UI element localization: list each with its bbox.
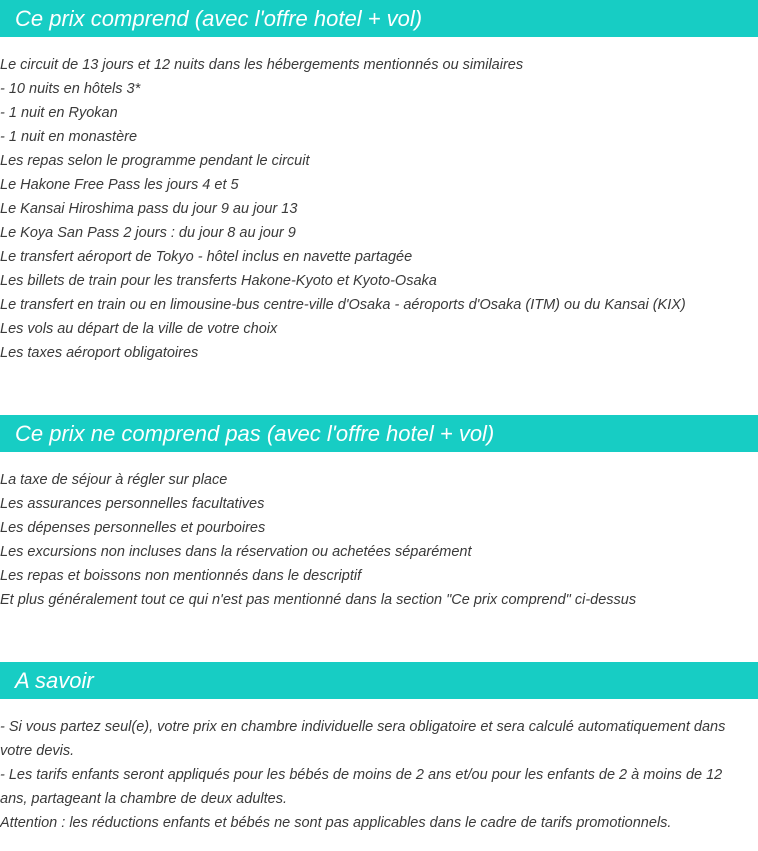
included-item: - 1 nuit en Ryokan [0, 105, 118, 121]
included-item: Le circuit de 13 jours et 12 nuits dans les hébergements mentionnés ou similaires [0, 57, 524, 73]
good-to-know-title: A savoir [0, 662, 758, 699]
good-to-know-section [0, 662, 758, 835]
included-item: Les vols au départ de la ville de votre choix [0, 321, 278, 337]
included-item: Le transfert aéroport de Tokyo - hôtel inclus en navette partagée [0, 249, 413, 265]
included-item: Le Koya San Pass 2 jours : du jour 8 au jour 9 [0, 225, 296, 241]
excluded-item: Les excursions non incluses dans la réservation ou achetées séparément [0, 544, 472, 560]
good-to-know-item: - Les tarifs enfants seront appliqués pour les bébés de moins de 2 ans et/ou pour les enfants de 2 à moins de 12 ans, partageant la chambre de deux adultes. [0, 767, 723, 807]
included-section [0, 0, 758, 365]
excluded-item: La taxe de séjour à régler sur place [0, 472, 228, 488]
included-item: Le Hakone Free Pass les jours 4 et 5 [0, 177, 239, 193]
included-title: Ce prix comprend (avec l'offre hotel + vol) [0, 0, 758, 37]
good-to-know-item: - Si vous partez seul(e), votre prix en chambre individuelle sera obligatoire et sera calculé automatiquement dans votre devis. [0, 719, 726, 759]
excluded-section [0, 415, 758, 612]
excluded-title: Ce prix ne comprend pas (avec l'offre hotel + vol) [0, 415, 758, 452]
good-to-know-list [0, 715, 758, 835]
included-item: - 10 nuits en hôtels 3* [0, 81, 141, 97]
included-item: - 1 nuit en monastère [0, 129, 138, 145]
included-item: Les repas selon le programme pendant le circuit [0, 153, 310, 169]
included-item: Les taxes aéroport obligatoires [0, 345, 199, 361]
included-item: Les billets de train pour les transferts Hakone-Kyoto et Kyoto-Osaka [0, 273, 437, 289]
excluded-list [0, 468, 758, 612]
included-item: Le transfert en train ou en limousine-bus centre-ville d'Osaka - aéroports d'Osaka (ITM) ou du Kansai (KIX) [0, 297, 686, 313]
excluded-item: Les dépenses personnelles et pourboires [0, 520, 266, 536]
excluded-item: Les repas et boissons non mentionnés dans le descriptif [0, 568, 362, 584]
included-item: Le Kansai Hiroshima pass du jour 9 au jour 13 [0, 201, 298, 217]
included-list [0, 53, 758, 365]
good-to-know-item: Attention : les réductions enfants et bébés ne sont pas applicables dans le cadre de tarifs promotionnels. [0, 815, 672, 831]
excluded-item: Et plus généralement tout ce qui n'est pas mentionné dans la section "Ce prix comprend" ci-dessus [0, 592, 637, 608]
excluded-item: Les assurances personnelles facultatives [0, 496, 265, 512]
